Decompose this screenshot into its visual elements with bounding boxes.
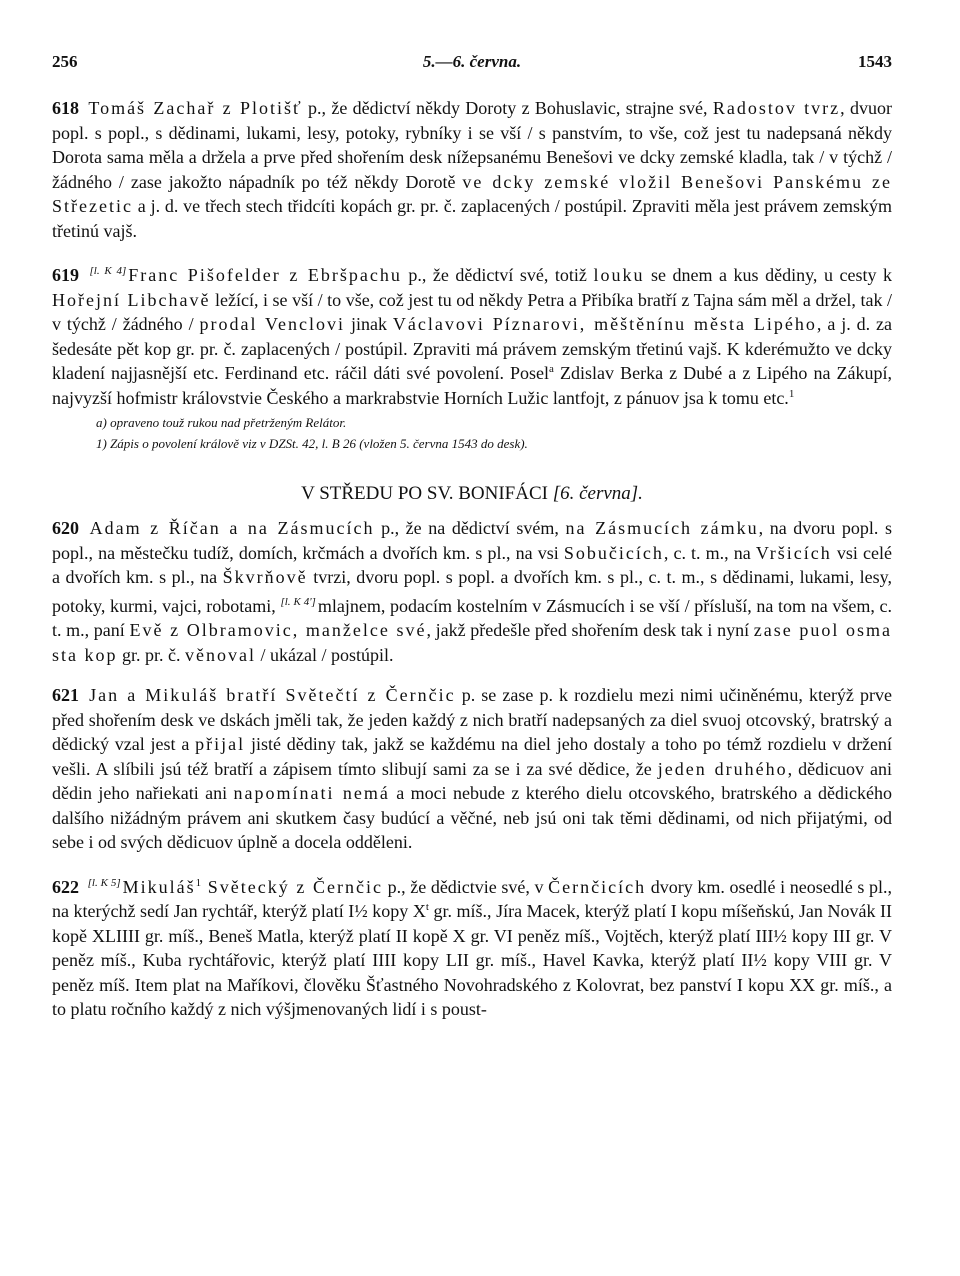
spaced-name: Hořejní Libchavě — [52, 289, 211, 310]
entry-text: gr. míš., Jíra Macek, kterýž platí I kopu míšeňskú, Jan Novák II kopě XLIIII gr. míš., Beneš Matla, kterýž platí II kopě X gr. VI peněz míš., Vojtěch, kterýž platí III½ kopy III gr. V peněz míš., Kuba rychtářovic, kterýž platí IIII kopy LII gr. míš., Havel Kavka, kterýž platí II½ kopy VIII gr. V peněz míš. Item plat na Maříkovi, člověku Šťastného Novohradského z Kolovrat, bez panství I kopu XX gr. míš., a to platu ročního každý z nich výšjmenovaných lidí i s poust- — [52, 901, 892, 1019]
entry-text: tvrzi, dvoru popl. s popl. a dvořích km. s pl., c. t. m., s dědinami, lukami, lesy, potoky, kurmi, vajci, robotami, — [52, 567, 892, 616]
entry-number: 619 — [52, 265, 79, 285]
spaced-name: věnoval — [185, 644, 256, 665]
entry-621 — [52, 683, 892, 855]
page-header — [52, 44, 892, 74]
section-heading — [52, 482, 892, 506]
entry-text: p., že na dědictví svém, — [374, 518, 566, 538]
document-page — [52, 44, 892, 1022]
entry-text: , jakž předešle před shořením desk tak i nyní — [426, 620, 754, 640]
spaced-name: Vršicích — [755, 542, 832, 563]
entry-619 — [52, 259, 892, 410]
entry-number: 621 — [52, 685, 79, 705]
entry-number: 622 — [52, 876, 79, 897]
entry-number: 620 — [52, 518, 79, 538]
entry-text: p., že dědictvie své, v — [382, 876, 549, 897]
entry-text: p., že dědictví někdy Doroty z Bohuslavic, strajne své, — [302, 98, 713, 118]
entry-text: , dvuor popl. s popl., s dědinami, lukami, lesy, potoky, rybníky i se vší / s panstvím, to vše, což jest tu nadepsaná někdy Dorota sama měla a držela a prve před shořením desk nížepsanému Benešovi ve dcky zemské kladla, tak / v týchž / žádného / zase jakožto nápadník po též někdy Dorotě — [52, 98, 892, 192]
running-date: 5.—6. června. — [422, 52, 522, 71]
entry-text: a moci nebude z kterého dielu otcovského, bratrského a dědického dalšího nižádným právem ani skutkem časy budúcí a věčné, neb jsú oni tak těmi dědinami, od nich přijatými, od sebe i od svých dědicuov úplně a docela odděleni. — [52, 783, 893, 852]
spaced-name: Škvrňově — [222, 567, 308, 587]
spaced-name: prodal Venclovi — [199, 314, 346, 334]
footnote-mark: a — [549, 363, 554, 375]
entry-text: , c. t. m., na — [663, 542, 756, 563]
footnotes-619 — [96, 412, 892, 454]
entry-text: se dnem a kus dědiny, u cesty k — [644, 265, 892, 285]
spaced-name: ve dcky zemské vložil Benešovi Panskému ze Střezetic — [52, 171, 892, 216]
entry-text: jisté dědiny tak, jakž se každému na diel jeho dostaly a toho po témž rozdielu v držení vešli. A slíbili jsú též bratří a zápisem tímto slibují sami za se i za své dědice, že — [52, 734, 892, 779]
spaced-name: Světecký z Černčic — [201, 876, 383, 897]
section-date: [6. června]. — [552, 483, 643, 504]
spaced-name: Adam z Říčan a na Zásmucích — [89, 518, 375, 538]
spaced-name: louku — [593, 265, 645, 285]
folio-marker: [l. K 5] — [87, 876, 121, 889]
spaced-name: Mikuláš — [122, 876, 196, 897]
entry-text: , dědicuov ani dědin jeho nařiekati ani — [52, 758, 892, 803]
entry-text: p., že dědictví své, totiž — [401, 265, 594, 285]
footnote-1: 1) Zápis o povolení králově viz v DZSt. 42, l. B 26 (vložen 5. června 1543 do desk). — [96, 436, 528, 451]
entry-622 — [52, 871, 892, 1022]
spaced-name: Jan a Mikuláš bratří Světečtí z Černčic — [89, 685, 456, 705]
footnote-mark: 1 — [788, 387, 795, 400]
footnote-a: a) opraveno touž rukou nad přetrženým Relátor. — [96, 415, 347, 430]
spaced-name: Evě z Olbramovic, manželce své — [129, 620, 427, 640]
entry-text: gr. pr. č. — [117, 644, 185, 665]
entry-620 — [52, 516, 892, 667]
section-title: V STŘEDU PO SV. BONIFÁCI — [301, 483, 548, 504]
spaced-name: zase puol osma sta kop — [52, 620, 893, 665]
entry-text: p. se zase p. k rozdielu mezi nimi učiněnému, kterýž prve před shořením desk ve dskách jměli tak, že jeden každý z nich bratří nadepsaných za diel svuoj otcovský, bratrský a dědický vzal jest a — [52, 685, 893, 754]
entry-number: 618 — [52, 98, 79, 118]
entry-text: jinak — [345, 314, 393, 334]
entry-text: ležící, i se vší / to vše, což jest tu od někdy Petra a Přibíka bratří z Tajna sám měl a držel, tak / v týchž / žádného / — [52, 289, 892, 334]
entry-text: Zdislav Berka z Dubé a z Lipého na Zákupí, najvyzší hofmistr královstvie Českého a markrabstvie Horních Lužic lantfojt, z pánuov jsa k tomu etc. — [52, 363, 892, 408]
spaced-name: Franc Pišofelder z Ebršpachu — [128, 265, 402, 285]
entry-text: , a j. d. za šedesáte pět kop gr. pr. č. zaplacených / postúpil. Zpraviti má právem zemským třetinú vajš. K kderémužto ve dcky kladení najjasnější etc. Ferdinand etc. ráčil dáti své povolení. Posel — [52, 314, 892, 383]
entry-text: vsi celé a dvořích km. s pl., na — [52, 542, 892, 587]
spaced-name: Radostov tvrz — [712, 98, 841, 118]
entry-text: mlajnem, podacím kostelním v Zásmucích i se vší / přísluší, na tom na všem, c. t. m., paní — [52, 595, 893, 640]
spaced-name: na Zásmucích zámku — [565, 518, 759, 538]
entry-text: , na dvoru popl. s popl., na městečku tudíž, domích, krčmách a dvořích km. s pl., na vsi — [52, 518, 892, 563]
running-year: 1543 — [858, 52, 892, 71]
spaced-name: napomínati nemá — [233, 783, 390, 803]
entry-text: / ukázal / postúpil. — [255, 644, 394, 665]
spaced-name: Tomáš Zachař z Plotišť — [88, 98, 303, 118]
footnote-mark: 1 — [195, 876, 202, 889]
entry-text: a j. d. ve třech stech třidcíti kopách gr. pr. č. zaplacených / postúpil. Zpraviti měla jest právem zemským třetinú vajš. — [52, 196, 892, 241]
entry-618 — [52, 96, 892, 243]
spaced-name: Černčicích — [548, 876, 647, 897]
spaced-name: Sobučicích — [563, 542, 664, 563]
spaced-name: jeden druhého — [657, 758, 788, 779]
spaced-name: Václavovi Píznarovi, měštěnínu města Lipého — [392, 314, 817, 334]
folio-marker: [l. K 4] — [89, 265, 127, 277]
superscript: t — [425, 901, 429, 913]
spaced-name: přijal — [195, 734, 246, 754]
page-number: 256 — [52, 52, 78, 71]
folio-marker: [l. K 4'] — [280, 595, 316, 608]
entry-text: dvory km. osedlé i neosedlé s pl., na kterýchž sedí Jan rychtář, kterýž platí I½ kopy X — [52, 876, 892, 921]
